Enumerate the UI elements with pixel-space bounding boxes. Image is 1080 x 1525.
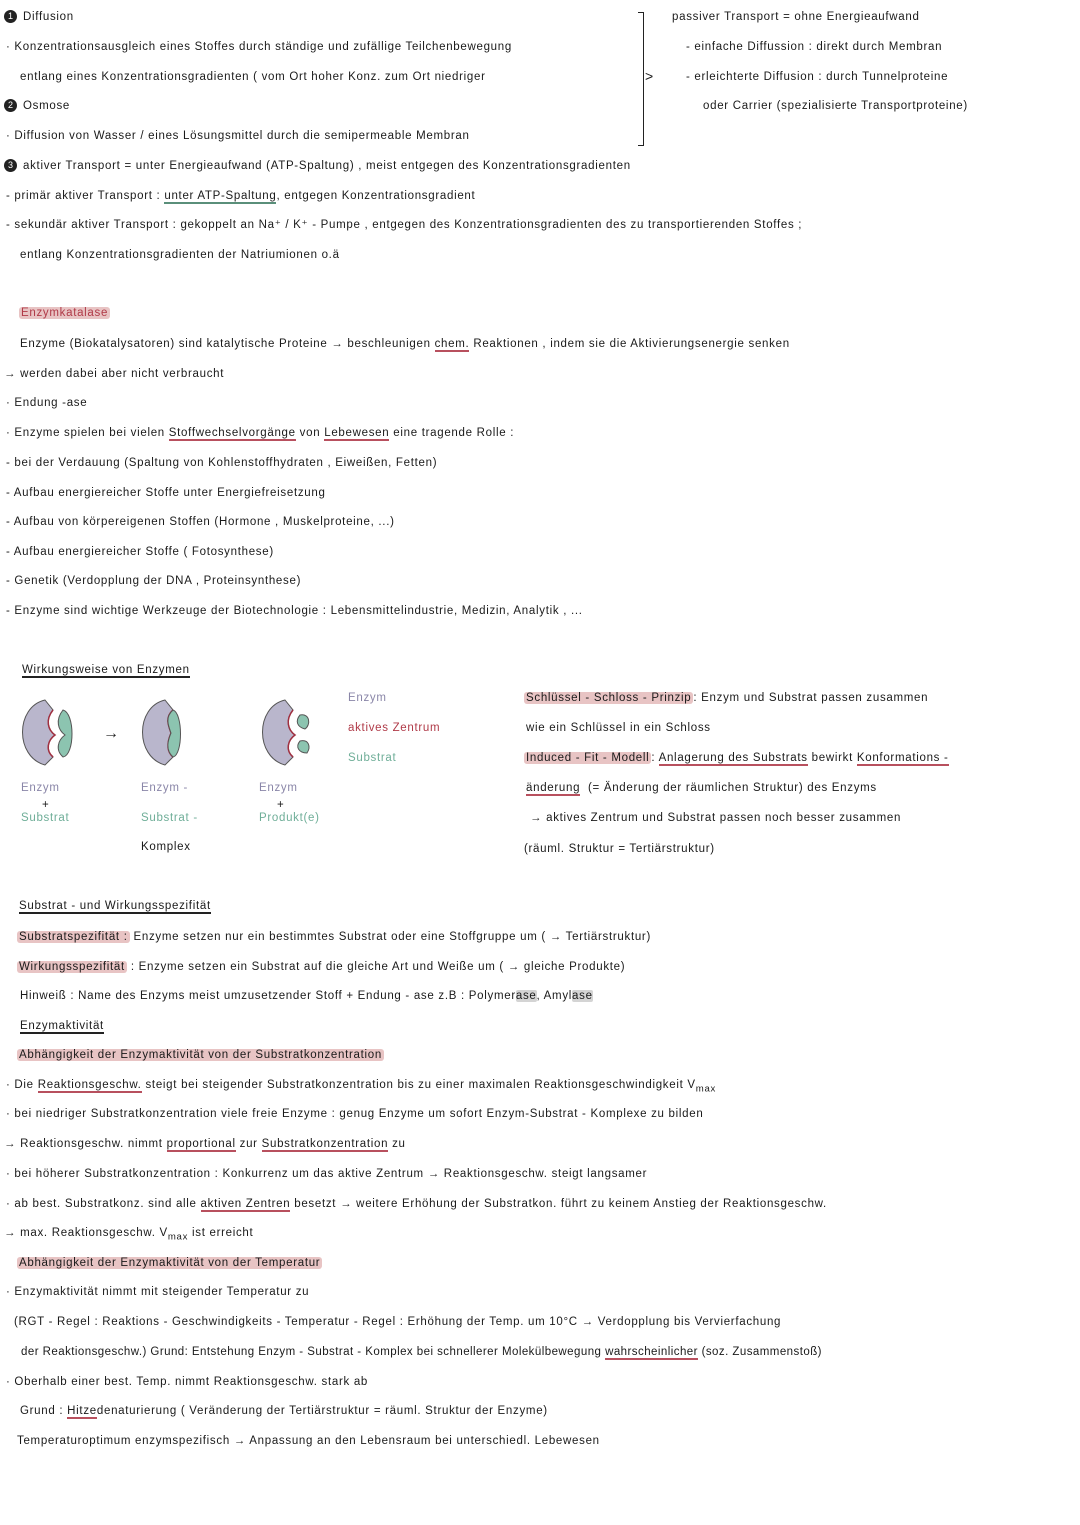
text-line: - Aufbau von körpereigenen Stoffen (Hormone , Muskelproteine, ...) xyxy=(6,516,395,528)
text-line: oder Carrier (spezialisierte Transportproteine) xyxy=(703,100,968,112)
arrow-icon: → xyxy=(103,725,120,742)
text-line: · Diffusion von Wasser / eines Lösungsmittel durch die semipermeable Membran xyxy=(6,130,470,142)
text-line: - Enzyme sind wichtige Werkzeuge der Biotechnologie : Lebensmittelindustrie, Medizin, Analytik , ... xyxy=(6,605,583,617)
caption-label: Produkt(e) xyxy=(259,812,320,824)
subsection-title: Abhängigkeit der Enzymaktivität von der Substratkonzentration xyxy=(19,1049,382,1061)
heading-aktiv: 3 aktiver Transport = unter Energieaufwand (ATP-Spaltung) , meist entgegen des Konzentrationsgradienten xyxy=(4,158,631,174)
legend-substrat: Substrat xyxy=(348,752,397,764)
heading-diffusion: 1 Diffusion xyxy=(4,9,74,25)
enzyme-diagram xyxy=(15,695,325,770)
text-line: (räuml. Struktur = Tertiärstruktur) xyxy=(524,843,715,855)
text-line: wie ein Schlüssel in ein Schloss xyxy=(526,722,711,734)
text-line: - Genetik (Verdopplung der DNA , Proteinsynthese) xyxy=(6,575,302,587)
text-line: der Reaktionsgeschw.) Grund: Entstehung Enzym - Substrat - Komplex bei schnellerer Molekülbewegung wahrscheinlicher (soz. Zusammenstoß) xyxy=(21,1346,822,1358)
enzyme-substrate-separate xyxy=(23,700,73,765)
caption-label: Substrat xyxy=(21,812,70,824)
heading-osmose: 2 Osmose xyxy=(4,98,70,114)
section-title: Substrat - und Wirkungsspezifität xyxy=(19,900,211,912)
text-line: Substratspezifität : Enzyme setzen nur ein bestimmtes Substrat oder eine Stoffgruppe um ( → Tertiärstruktur) xyxy=(19,931,651,943)
text-line: passiver Transport = ohne Energieaufwand xyxy=(672,11,920,23)
caption-label: Enzym xyxy=(259,782,298,794)
text-line: · Enzyme spielen bei vielen Stoffwechselvorgänge von Lebewesen eine tragende Rolle : xyxy=(6,427,515,439)
enzyme-products xyxy=(263,700,309,765)
brace xyxy=(638,12,644,146)
text-line: → max. Reaktionsgeschw. $V_{max}$ ist erreicht xyxy=(4,1227,254,1243)
text-line: - Aufbau energiereicher Stoffe unter Energiefreisetzung xyxy=(6,487,326,499)
text-line: Wirkungsspezifität : Enzyme setzen ein Substrat auf die gleiche Art und Weiße um ( → gleiche Produkte) xyxy=(19,961,626,973)
text-line: entlang Konzentrationsgradienten der Natriumionen o.ä xyxy=(20,249,340,261)
subsection-title: Abhängigkeit der Enzymaktivität von der Temperatur xyxy=(19,1257,321,1269)
caption-label: + xyxy=(277,799,285,811)
text-line: Temperaturoptimum enzymspezifisch → Anpassung an den Lebensraum bei unterschiedl. Lebewesen xyxy=(17,1435,600,1447)
text-line: · Die Reaktionsgeschw. steigt bei steigender Substratkonzentration bis zu einer maximalen Reaktionsgeschwindigkeit $V_{max}$ xyxy=(6,1079,716,1095)
text-line: (RGT - Regel : Reaktions - Geschwindigkeits - Temperatur - Regel : Erhöhung der Temp. um 10°C → Verdopplung bis Vervierfachung xyxy=(14,1316,782,1328)
caption-label: Substrat - xyxy=(141,812,198,824)
section-title: Enzymkatalase xyxy=(21,307,109,319)
text-line: Hinweiß : Name des Enzyms meist umzusetzender Stoff + Endung - ase z.B : Polymerase, Amylase xyxy=(20,990,593,1002)
caption-label: Enzym xyxy=(21,782,60,794)
caption-label: + xyxy=(42,799,50,811)
section-title: Enzymaktivität xyxy=(20,1020,104,1032)
caption-label: Enzym - xyxy=(141,782,189,794)
caption-label: Komplex xyxy=(141,841,191,853)
text-line: - einfache Diffussion : direkt durch Membran xyxy=(686,41,943,53)
legend-enzym: Enzym xyxy=(348,692,387,704)
enzyme-substrate-complex xyxy=(143,700,181,765)
text-line: Induced - Fit - Modell : Anlagerung des Substrats bewirkt Konformations - xyxy=(526,752,949,764)
section-title: Wirkungsweise von Enzymen xyxy=(22,664,190,676)
text-line: → aktives Zentrum und Substrat passen noch besser zusammen xyxy=(530,812,902,824)
text-line: - bei der Verdauung (Spaltung von Kohlenstoffhydraten , Eiweißen, Fetten) xyxy=(6,457,438,469)
legend-aktives-zentrum: aktives Zentrum xyxy=(348,722,441,734)
text-line: · bei höherer Substratkonzentration : Konkurrenz um das aktive Zentrum → Reaktionsgeschw. steigt langsamer xyxy=(6,1168,648,1180)
text-line: · Endung -ase xyxy=(6,397,88,409)
text-line: · bei niedriger Substratkonzentration viele freie Enzyme : genug Enzyme um sofort Enzym-Substrat - Komplexe zu bilden xyxy=(6,1108,704,1120)
text-line: Enzyme (Biokatalysatoren) sind katalytische Proteine → beschleunigen chem. Reaktionen , indem sie die Aktivierungsenergie senken xyxy=(20,338,790,350)
text-line: Grund : Hitzedenaturierung ( Veränderung der Tertiärstruktur = räuml. Struktur der Enzyme) xyxy=(20,1405,548,1417)
text-line: Schlüssel - Schloss - Prinzip : Enzym und Substrat passen zusammen xyxy=(526,692,929,704)
text-line: · Enzymaktivität nimmt mit steigender Temperatur zu xyxy=(6,1286,310,1298)
text-line: - primär aktiver Transport : unter ATP-Spaltung, entgegen Konzentrationsgradient xyxy=(6,190,476,202)
text-line: - sekundär aktiver Transport : gekoppelt an Na⁺ / K⁺ - Pumpe , entgegen des Konzentrationsgradienten des zu transportierenden Stoffes ; xyxy=(6,219,803,231)
text-line: · Konzentrationsausgleich eines Stoffes durch ständige und zufällige Teilchenbewegung xyxy=(6,41,512,53)
text-line: entlang eines Konzentrationsgradienten ( vom Ort hoher Konz. zum Ort niedriger xyxy=(20,71,486,83)
text-line: - erleichterte Diffusion : durch Tunnelproteine xyxy=(686,71,949,83)
text-line: - Aufbau energiereicher Stoffe ( Fotosynthese) xyxy=(6,546,274,558)
brace-arrow: > xyxy=(645,68,654,84)
text-line: → Reaktionsgeschw. nimmt proportional zur Substratkonzentration zu xyxy=(4,1138,406,1150)
text-line: · ab best. Substratkonz. sind alle aktiven Zentren besetzt → weitere Erhöhung der Substratkon. führt zu keinem Anstieg der Reaktionsgeschw. xyxy=(6,1198,827,1210)
text-line: → werden dabei aber nicht verbraucht xyxy=(4,368,225,380)
text-line: · Oberhalb einer best. Temp. nimmt Reaktionsgeschw. stark ab xyxy=(6,1376,369,1388)
text-line: änderung (= Änderung der räumlichen Struktur) des Enzyms xyxy=(526,782,877,794)
